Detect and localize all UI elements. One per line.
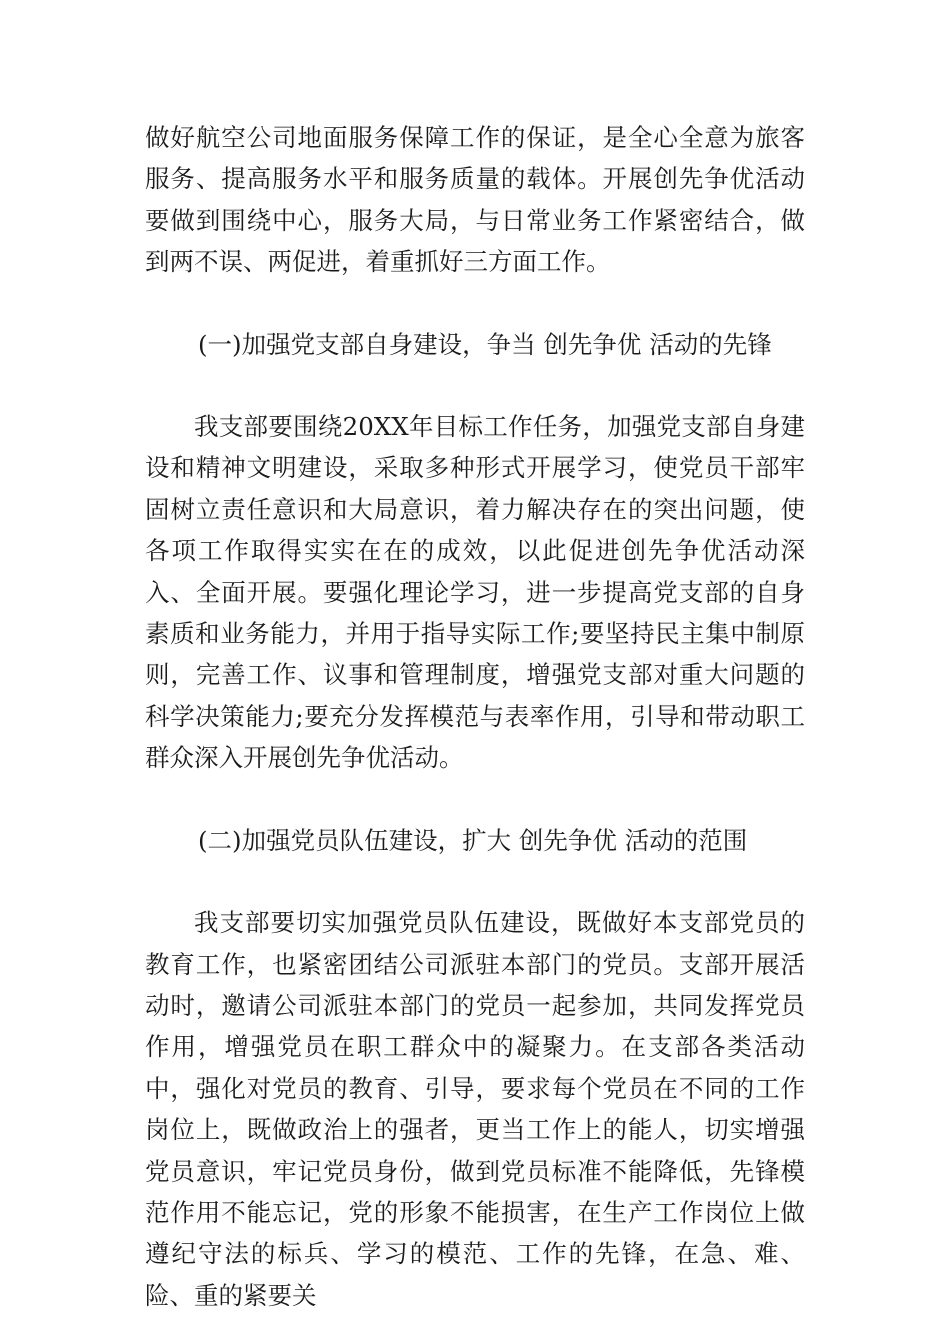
document-body [145, 117, 805, 1316]
body-paragraph-1: 做好航空公司地面服务保障工作的保证，是全心全意为旅客服务、提高服务水平和服务质量的载体。开展创先争优活动要做到围绕中心，服务大局，与日常业务工作紧密结合，做到两不误、两促进，着重抓好三方面工作。 [145, 123, 805, 277]
section-heading-2: (二)加强党员队伍建设，扩大 创先争优 活动的范围 [198, 825, 748, 855]
section-heading-1: (一)加强党支部自身建设，争当 创先争优 活动的先锋 [198, 329, 772, 359]
body-paragraph-2: 我支部要围绕20XX年目标工作任务，加强党支部自身建设和精神文明建设，采取多种形式开展学习，使党员干部牢固树立责任意识和大局意识，着力解决存在的突出问题，使各项工作取得实实在在的成效，以此促进创先争优活动深入、全面开展。要强化理论学习，进一步提高党支部的自身素质和业务能力，并用于指导实际工作;要坚持民主集中制原则，完善工作、议事和管理制度，增强党支部对重大问题的科学决策能力;要充分发挥模范与表率作用，引导和带动职工群众深入开展创先争优活动。 [145, 412, 805, 773]
body-paragraph-3: 我支部要切实加强党员队伍建设，既做好本支部党员的教育工作，也紧密团结公司派驻本部门的党员。支部开展活动时，邀请公司派驻本部门的党员一起参加，共同发挥党员作用，增强党员在职工群众中的凝聚力。在支部各类活动中，强化对党员的教育、引导，要求每个党员在不同的工作岗位上，既做政治上的强者，更当工作上的能人，切实增强党员意识，牢记党员身份，做到党员标准不能降低，先锋模范作用不能忘记，党的形象不能损害，在生产工作岗位上做遵纪守法的标兵、学习的模范、工作的先锋，在急、难、险、重的紧要关 [145, 908, 805, 1310]
